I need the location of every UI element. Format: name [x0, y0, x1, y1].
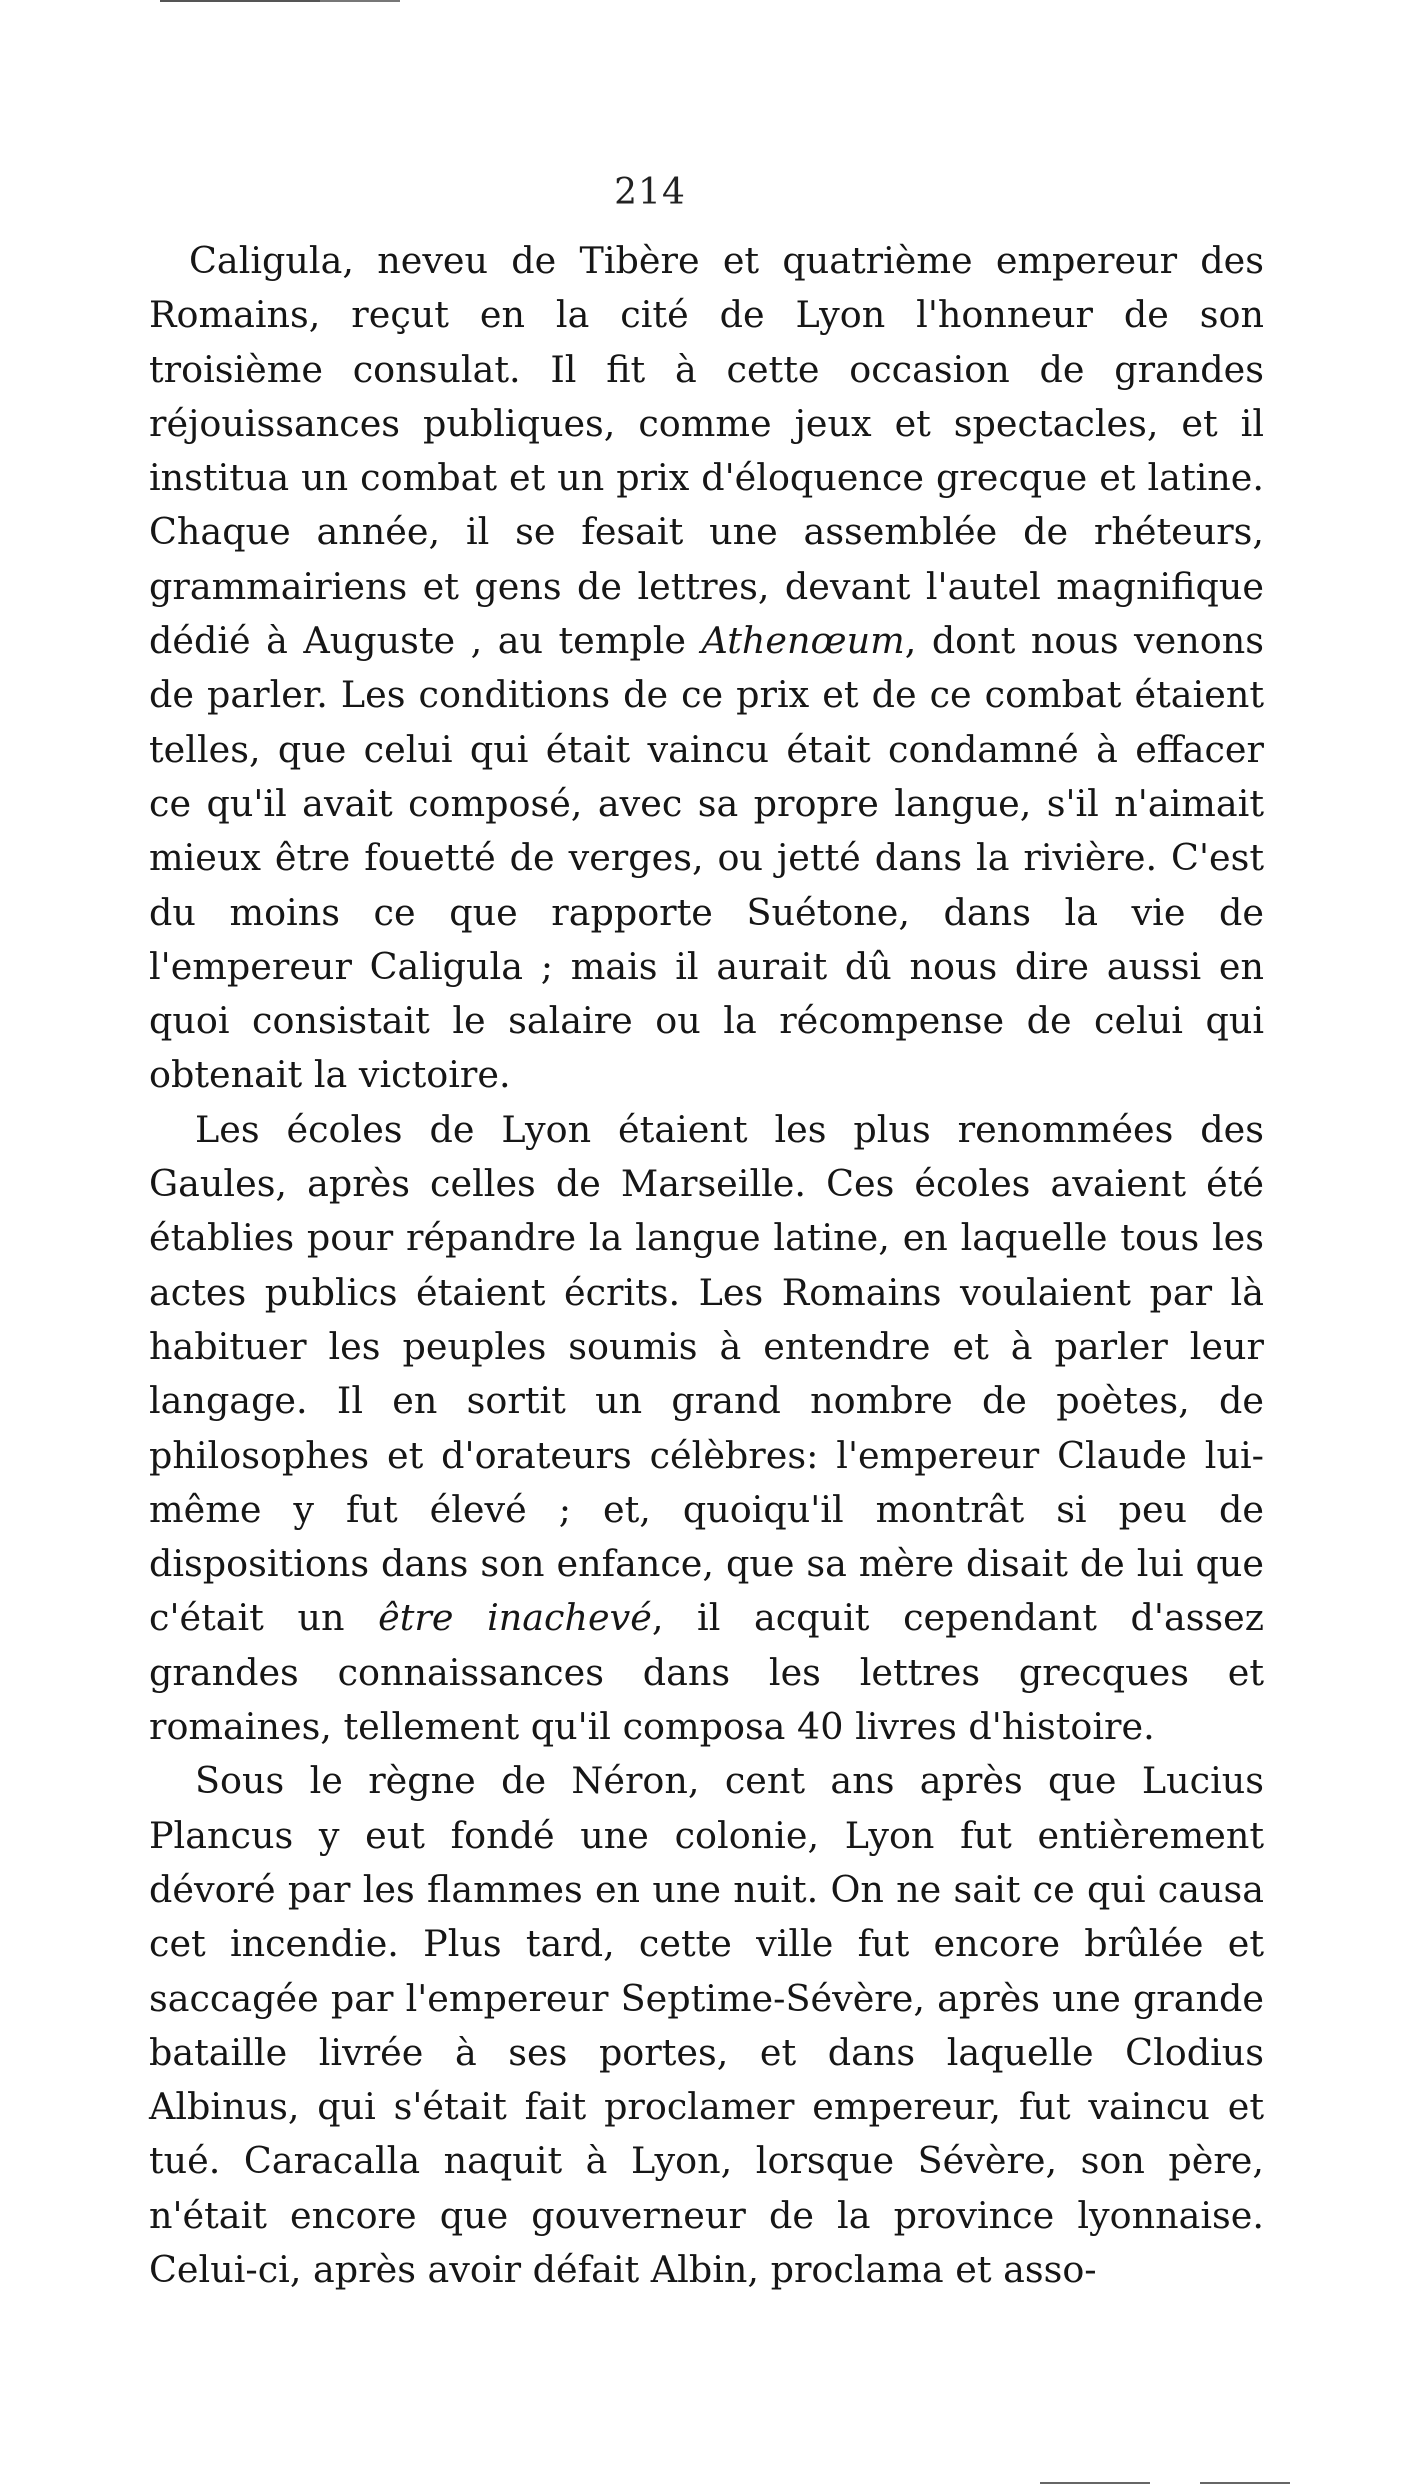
paragraph-text: Caligula, neveu de Tibère et quatrième empereur des Romains, reçut en la cité de Lyon l'honneur de son troisième consulat. Il fit à cette occasion de grandes réjouissances publiques, comme jeux et spectacles, et il institua un combat et un prix d'éloquence grecque et latine. Chaque année, il se fesait une assemblée de rhéteurs, grammairiens et gens de lettres, devant l'autel magnifique dédié à Auguste , au temple — [149, 239, 1264, 663]
scan-edge-mark — [320, 0, 400, 2]
paragraph-caligula — [149, 234, 1264, 1103]
emphasis-athenaeum: Athenœum — [701, 619, 905, 663]
paragraph-text: , dont nous venons de parler. Les conditions de ce prix et de ce combat étaient telles, que celui qui était vaincu était condamné à effacer ce qu'il avait composé, avec sa propre langue, s'il n'aimait mieux être fouetté de verges, ou jetté dans la rivière. C'est du moins ce que rapporte Suétone, dans la vie de l'empereur Caligula ; mais il aurait dû nous dire aussi en quoi consistait le salaire ou la récompense de celui qui obtenait la victoire. — [149, 619, 1264, 1097]
paragraph-text: Les écoles de Lyon étaient les plus renommées des Gaules, après celles de Marseille. Ces écoles avaient été établies pour répandre la langue latine, en laquelle tous les actes publics étaient écrits. Les Romains voulaient par là habituer les peuples soumis à entendre et à parler leur langage. Il en sortit un grand nombre de poètes, de philosophes et d'orateurs célèbres: l'empereur Claude lui-même y fut élevé ; et, quoiqu'il montrât si peu de dispositions dans son enfance, que sa mère disait de lui que c'était un — [149, 1107, 1264, 1640]
paragraph-text: Sous le règne de Néron, cent ans après que Lucius Plancus y eut fondé une colonie, Lyon fut entièrement dévoré par les flammes en une nuit. On ne sait ce qui causa cet incendie. Plus tard, cette ville fut encore brûlée et saccagée par l'empereur Septime-Sévère, après une grande bataille livrée à ses portes, et dans laquelle Clodius Albinus, qui s'était fait proclamer empereur, fut vaincu et tué. Caracalla naquit à Lyon, lorsque Sévère, son père, n'était encore que gouverneur de la province lyonnaise. Celui-ci, après avoir défait Albin, proclama et asso- — [149, 1759, 1264, 2291]
page-number: 214 — [614, 172, 686, 213]
paragraph-ecoles — [149, 1103, 1264, 1755]
emphasis-etre-inacheve: être inachevé — [378, 1596, 652, 1640]
paragraph-text: , il acquit cependant d'assez grandes connaissances dans les lettres grecques et romaines, tellement qu'il composa 40 livres d'histoire. — [149, 1596, 1264, 1749]
body-text — [149, 234, 1264, 2297]
paragraph-neron — [149, 1754, 1264, 2297]
